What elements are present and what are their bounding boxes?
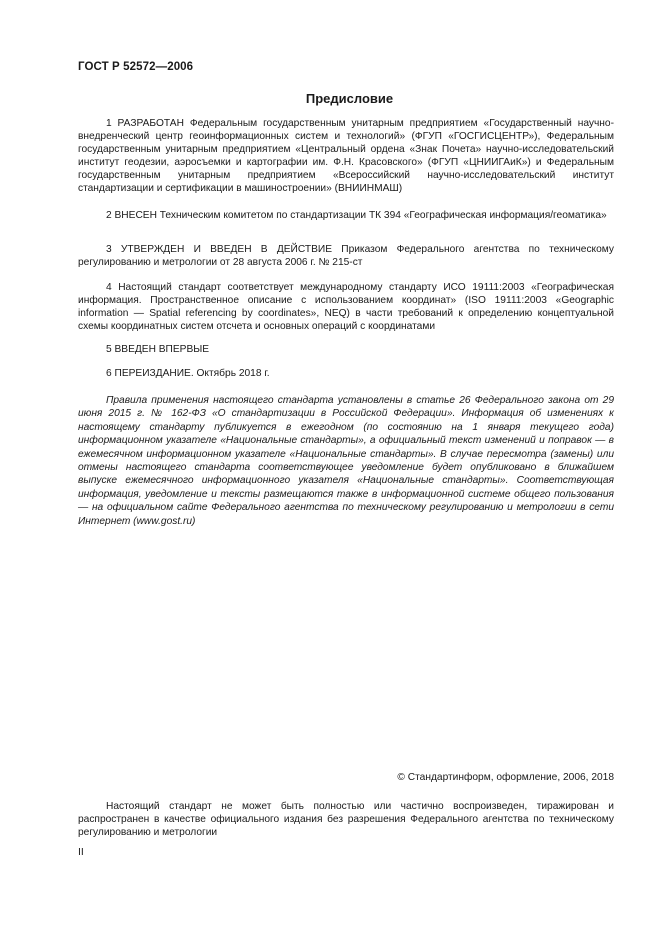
foreword-item-3: 3 УТВЕРЖДЕН И ВВЕДЕН В ДЕЙСТВИЕ Приказом Федерального агентства по техническому регулированию и метрологии от 28 августа 2006 г. № 215-ст [78,244,614,268]
foreword-item-4: 4 Настоящий стандарт соответствует международному стандарту ИСО 19111:2003 «Географическая информация. Пространственное описание с использованием координат» (ISO 19111:2003 «Geographic information — Spatial referencing by coordinates», NEQ) в части требований к определению концептуальной схемы координатных систем отсчета и основных операций с координатами [78,282,614,332]
foreword-item-5: 5 ВВЕДЕН ВПЕРВЫЕ [106,344,210,355]
reprint-notice: Настоящий стандарт не может быть полностью или частично воспроизведен, тиражирован и распространен в качестве официального издания без разрешения Федерального агентства по техническому регулированию и метрологии [78,801,614,838]
foreword-item-2: 2 ВНЕСЕН Техническим комитетом по стандартизации ТК 394 «Географическая информация/геоматика» [106,210,607,221]
standard-designation: ГОСТ Р 52572—2006 [78,61,194,73]
foreword-item-6: 6 ПЕРЕИЗДАНИЕ. Октябрь 2018 г. [106,368,270,379]
page-number: II [78,846,84,858]
foreword-item-1: 1 РАЗРАБОТАН Федеральным государственным унитарным предприятием «Государственный научно-внедренческий центр геоинформационных систем и технологий» (ФГУП «ГОСГИСЦЕНТР»), Федеральным государственным унитарным предприятием «Центральный ордена «Знак Почета» научно-исследовательский институт геодезии, аэросъемки и картографии им. Ф.Н. Красовского» (ФГУП «ЦНИИГАиК») и Федеральным государственным унитарным предприятием «Всероссийский научно-исследовательский институт стандартизации и сертификации в машиностроении» (ВНИИНМАШ) [78,118,614,194]
page-title: Предисловие [305,91,394,106]
usage-rules-notice: Правила применения настоящего стандарта установлены в статье 26 Федерального закона от 29 июня 2015 г. № 162-ФЗ «О стандартизации в Российской Федерации». Информация об изменениях к настоящему стандарту публикуется в ежегодном (по состоянию на 1 января текущего года) информационном указателе «Национальные стандарты», а официальный текст изменений и поправок — в ежемесячном информационном указателе «Национальные стандарты». В случае пересмотра (замены) или отмены настоящего стандарта соответствующее уведомление будет опубликовано в ближайшем выпуске ежемесячного информационного указателя «Национальные стандарты». Соответствующая информация, уведомление и тексты размещаются также в информационной системе общего пользования — на официальном сайте Федерального агентства по техническому регулированию и метрологии в сети Интернет (www.gost.ru) [78,395,614,527]
copyright-line: © Стандартинформ, оформление, 2006, 2018 [397,772,614,783]
